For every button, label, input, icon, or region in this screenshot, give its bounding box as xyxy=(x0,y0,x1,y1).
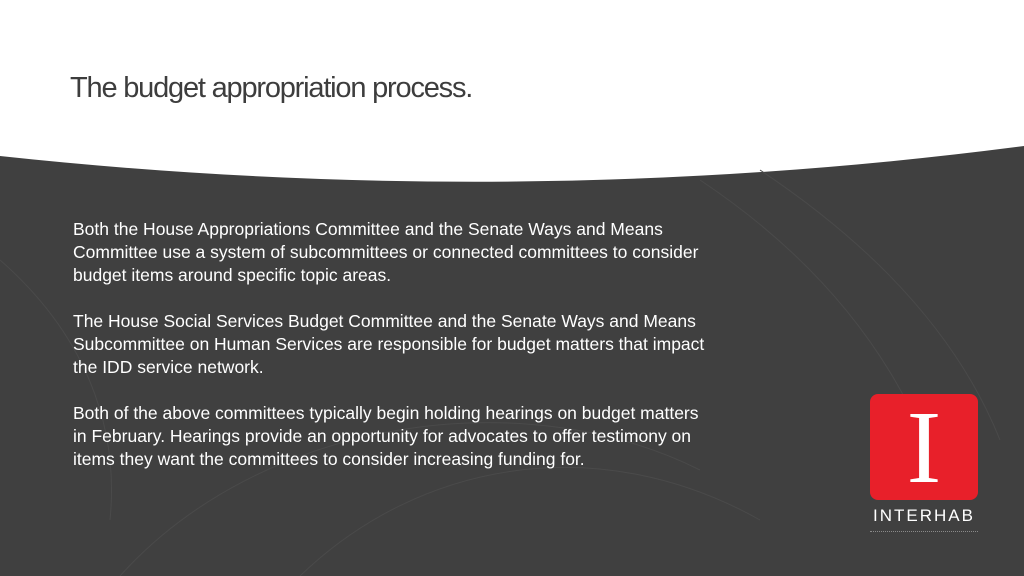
logo-tagline-line xyxy=(870,531,978,536)
paragraph-subcommittees: Both the House Appropriations Committee and the Senate Ways and Means Committee use a system of subcommittees or connected committees to consider budget items around specific topic areas. xyxy=(73,219,699,285)
paragraph-hearings: Both of the above committees typically begin holding hearings on budget matters in February. Hearings provide an opportunity for advocates to offer testimony on items they want the committees to consider increasing funding for. xyxy=(73,403,699,469)
interhab-logo xyxy=(866,392,982,542)
slide-title: The budget appropriation process. xyxy=(70,72,473,104)
body-text xyxy=(73,218,713,494)
logo-letter: I xyxy=(906,390,942,505)
logo-red-box xyxy=(870,390,978,505)
logo-wordmark: INTERHAB xyxy=(873,506,975,525)
paragraph-responsible-committees: The House Social Services Budget Committee and the Senate Ways and Means Subcommittee on Human Services are responsible for budget matters that impact the IDD service network. xyxy=(73,311,705,377)
